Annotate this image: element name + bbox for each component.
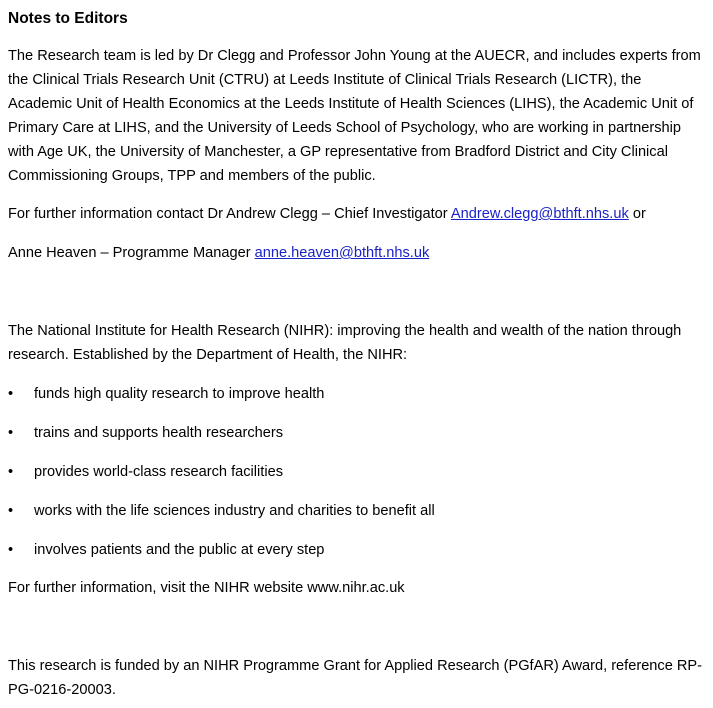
bullet-icon: • [8, 503, 14, 519]
list-item-text: trains and supports health researchers [34, 425, 284, 441]
list-item [8, 499, 708, 538]
further-info-paragraph: For further information, visit the NIHR website www.nihr.ac.uk [8, 580, 405, 596]
research-team-paragraph: The Research team is led by Dr Clegg and Professor John Young at the AUECR, and includes experts from the Clinical Trials Research Unit (CTRU) at Leeds Institute of Clinical Trials Research (LICTR), the Academic Unit of Health Economics at the Leeds Institute of Health Sciences (LIHS), the Academic Unit of Primary Care at LIHS, and the University of Leeds School of Psychology, who are working in partnership with Age UK, the University of Manchester, a GP representative from Bradford District and City Clinical Commissioning Groups, TPP and members of the public. [8, 48, 701, 184]
bullet-icon: • [8, 542, 14, 558]
bullet-icon: • [8, 386, 14, 402]
funding-paragraph: This research is funded by an NIHR Programme Grant for Applied Research (PGfAR) Award, reference RP-PG-0216-20003. [8, 658, 703, 698]
list-item [8, 460, 708, 499]
contact-line-chief-investigator [8, 202, 708, 226]
list-item-text: funds high quality research to improve health [34, 386, 325, 402]
contact-text: Anne Heaven – Programme Manager [8, 245, 255, 261]
email-link-anne-heaven[interactable]: anne.heaven@bthft.nhs.uk [254, 245, 430, 261]
list-item [8, 382, 708, 421]
bullet-icon: • [8, 464, 14, 480]
list-item-text: provides world-class research facilities [34, 464, 283, 480]
contact-text: For further information contact Dr Andrew Clegg – Chief Investigator [8, 206, 451, 222]
nihr-bullet-list [8, 382, 708, 562]
list-item [8, 538, 708, 562]
contact-line-programme-manager [8, 241, 708, 265]
bullet-icon: • [8, 425, 14, 441]
contact-suffix: or [628, 206, 646, 222]
nihr-intro-paragraph: The National Institute for Health Research (NIHR): improving the health and wealth of the nation through research. Established by the Department of Health, the NIHR: [8, 323, 682, 363]
section-heading: Notes to Editors [8, 10, 128, 27]
list-item [8, 421, 708, 460]
list-item-text: involves patients and the public at every step [34, 542, 325, 558]
list-item-text: works with the life sciences industry and charities to benefit all [34, 503, 435, 519]
email-link-andrew-clegg[interactable]: Andrew.clegg@bthft.nhs.uk [450, 206, 629, 222]
